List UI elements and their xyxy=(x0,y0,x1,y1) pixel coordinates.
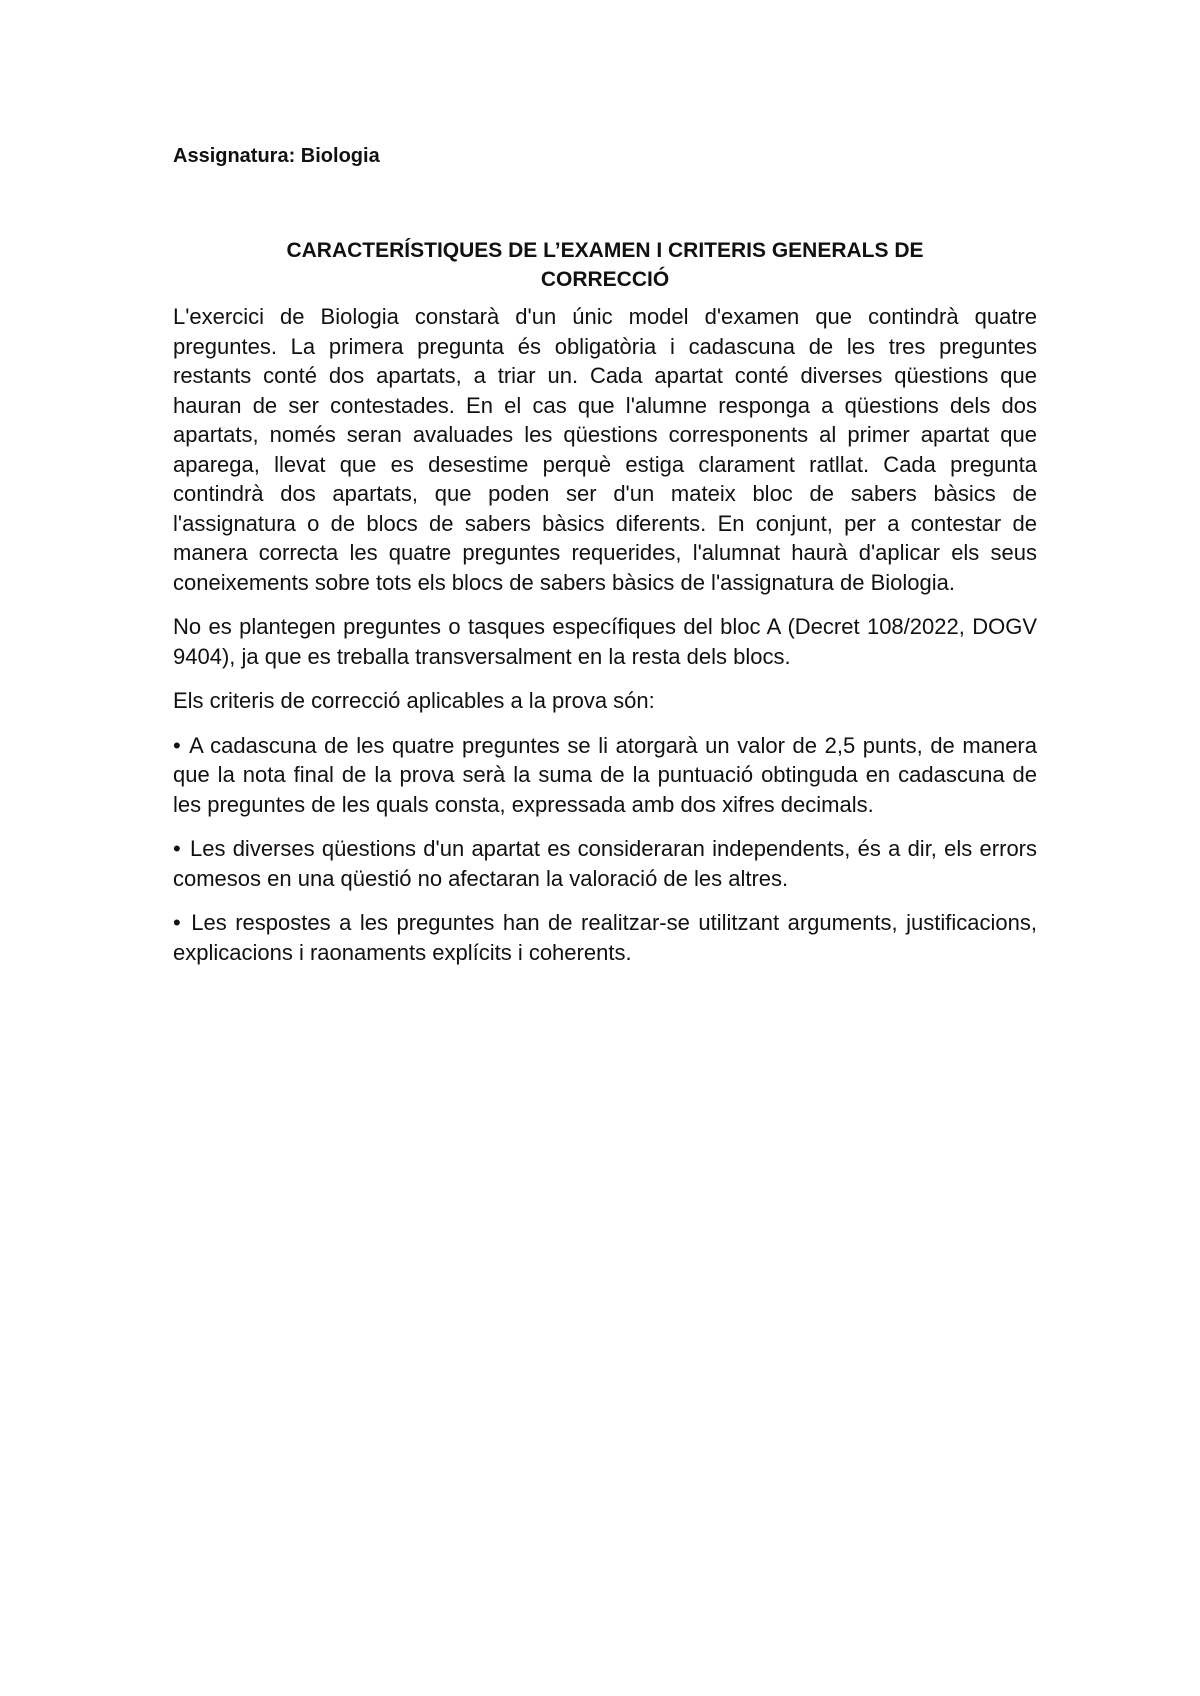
bullet-icon: • xyxy=(173,836,181,861)
document-title xyxy=(173,236,1037,294)
subject-label: Assignatura: Biologia xyxy=(173,145,380,167)
bullet-icon: • xyxy=(173,732,181,758)
criteria-bullet-3 xyxy=(173,908,1037,967)
bullet-text: Les respostes a les preguntes han de realitzar-se utilitzant arguments, justificacions, explicacions i raonaments explícits i coherents. xyxy=(173,910,1037,965)
bloc-a-paragraph: No es plantegen preguntes o tasques específiques del bloc A (Decret 108/2022, DOGV 9404), ja que es treballa transversalment en la resta dels blocs. xyxy=(173,614,1037,669)
criteria-bullet-1 xyxy=(173,731,1037,820)
title-line-1: CARACTERÍSTIQUES DE L’EXAMEN I CRITERIS GENERALS DE xyxy=(286,239,924,262)
criteria-bullet-2 xyxy=(173,834,1037,893)
bullet-text: A cadascuna de les quatre preguntes se li atorgarà un valor de 2,5 punts, de manera que la nota final de la prova serà la suma de la puntuació obtinguda en cadascuna de les preguntes de les quals consta, expressada amb dos xifres decimals. xyxy=(173,732,1037,817)
title-line-2: CORRECCIÓ xyxy=(540,268,670,291)
document-page xyxy=(173,143,1037,967)
bullet-text: Les diverses qüestions d'un apartat es consideraran independents, és a dir, els errors comesos en una qüestió no afectaran la valoració de les altres. xyxy=(173,836,1037,891)
bullet-icon: • xyxy=(173,910,181,935)
intro-paragraph: L'exercici de Biologia constarà d'un únic model d'examen que contindrà quatre preguntes. La primera pregunta és obligatòria i cadascuna de les tres preguntes restants conté dos apartats, a triar un. Cada apartat conté diverses qüestions que hauran de ser contestades. En el cas que l'alumne responga a qüestions dels dos apartats, només seran avaluades les qüestions corresponents al primer apartat que aparega, llevat que es desestime perquè estiga clarament ratllat. Cada pregunta contindrà dos apartats, que poden ser d'un mateix bloc de sabers bàsics de l'assignatura o de blocs de sabers bàsics diferents. En conjunt, per a contestar de manera correcta les quatre preguntes requerides, l'alumnat haurà d'aplicar els seus coneixements sobre tots els blocs de sabers bàsics de l'assignatura de Biologia. xyxy=(173,304,1037,595)
criteria-heading: Els criteris de correcció aplicables a la prova són: xyxy=(173,688,655,713)
